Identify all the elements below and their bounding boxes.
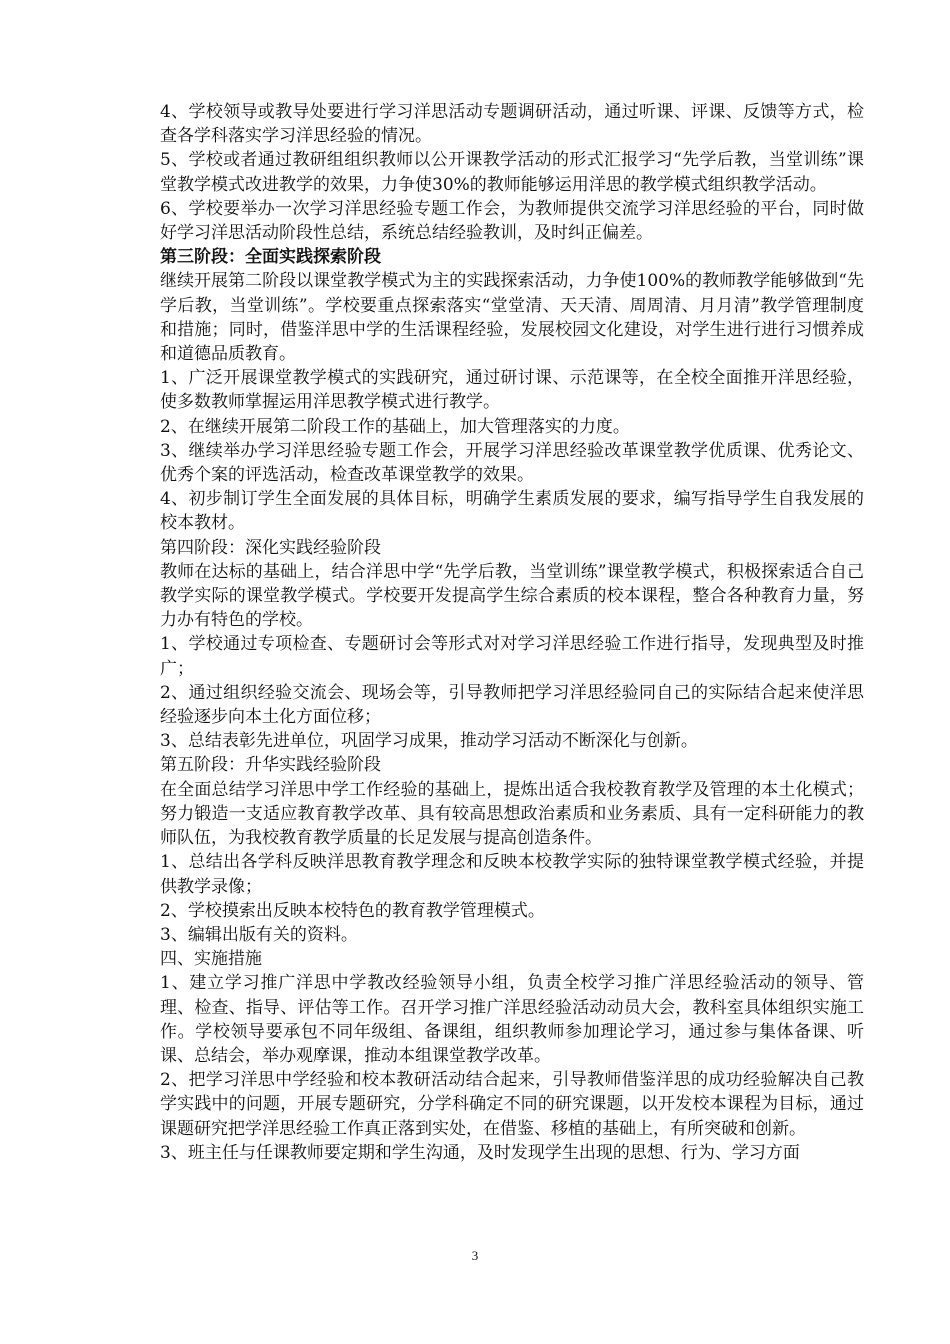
paragraph: 2、学校摸索出反映本校特色的教育教学管理模式。 xyxy=(160,900,545,921)
paragraph: 5、学校或者通过教研组组织教师以公开课教学活动的形式汇报学习“先学后教，当堂训练”课堂教学模式改进教学的效果，力争使30%的教师能够运用洋思的教学模式组织教学活动。 xyxy=(160,150,864,195)
paragraph: 3、总结表彰先进单位，巩固学习成果，推动学习活动不断深化与创新。 xyxy=(160,731,698,752)
paragraph: 在全面总结学习洋思中学工作经验的基础上，提炼出适合我校教育教学及管理的本土化模式；努力锻造一支适应教育教学改革、具有较高思想政治素质和业务素质、具有一定科研能力的教师队伍，为我校教育教学质量的长足发展与提高创造条件。 xyxy=(160,779,864,849)
document-body xyxy=(160,100,864,1165)
paragraph: 2、把学习洋思中学经验和校本教研活动结合起来，引导教师借鉴洋思的成功经验解决自己教学实践中的问题，开展专题研究，分学科确定不同的研究课题，以开发校本课程为目标，通过课题研究把学洋思经验工作真正落到实处，在借鉴、移植的基础上，有所突破和创新。 xyxy=(160,1070,864,1139)
paragraph: 四、实施措施 xyxy=(160,949,262,970)
paragraph: 4、初步制订学生全面发展的具体目标，明确学生素质发展的要求，编写指导学生自我发展的校本教材。 xyxy=(160,489,864,534)
section-heading: 第三阶段：全面实践探索阶段 xyxy=(160,247,381,268)
paragraph: 继续开展第二阶段以课堂教学模式为主的实践探索活动，力争使100%的教师教学能够做到“先学后教，当堂训练”。学校要重点探索落实“堂堂清、天天清、周周清、月月清”教学管理制度和措施；同时，借鉴洋思中学的生活课程经验，发展校园文化建设，对学生进行进行习惯养成和道德品质教育。 xyxy=(160,271,864,365)
paragraph: 第四阶段：深化实践经验阶段 xyxy=(160,537,381,558)
paragraph: 1、广泛开展课堂教学模式的实践研究，通过研讨课、示范课等，在全校全面推开洋思经验，使多数教师掌握运用洋思教学模式进行教学。 xyxy=(160,368,864,413)
paragraph: 2、在继续开展第二阶段工作的基础上，加大管理落实的力度。 xyxy=(160,416,630,437)
paragraph: 1、学校通过专项检查、专题研讨会等形式对对学习洋思经验工作进行指导，发现典型及时推广； xyxy=(160,634,864,679)
paragraph: 3、继续举办学习洋思经验专题工作会，开展学习洋思经验改革课堂教学优质课、优秀论文、优秀个案的评选活动，检查改革课堂教学的效果。 xyxy=(160,440,864,486)
paragraph: 4、学校领导或教导处要进行学习洋思活动专题调研活动，通过听课、评课、反馈等方式，检查各学科落实学习洋思经验的情况。 xyxy=(160,102,864,147)
paragraph: 第五阶段：升华实践经验阶段 xyxy=(160,755,381,776)
paragraph: 3、班主任与任课教师要定期和学生沟通，及时发现学生出现的思想、行为、学习方面 xyxy=(160,1142,800,1163)
paragraph: 2、通过组织经验交流会、现场会等，引导教师把学习洋思经验同自己的实际结合起来使洋思经验逐步向本土化方面位移； xyxy=(160,682,864,728)
paragraph: 3、编辑出版有关的资料。 xyxy=(160,924,358,945)
page-number: 3 xyxy=(471,1248,479,1263)
paragraph: 1、总结出各学科反映洋思教育教学理念和反映本校教学实际的独特课堂教学模式经验，并提供教学录像； xyxy=(160,852,864,897)
paragraph: 教师在达标的基础上，结合洋思中学“先学后教，当堂训练”课堂教学模式，积极探索适合自己教学实际的课堂教学模式。学校要开发提高学生综合素质的校本课程，整合各种教育力量，努力办有特色的学校。 xyxy=(160,561,864,631)
paragraph: 1、建立学习推广洋思中学教改经验领导小组，负责全校学习推广洋思经验活动的领导、管理、检查、指导、评估等工作。召开学习推广洋思经验活动动员大会，教科室具体组织实施工作。学校领导要承包不同年级组、备课组，组织教师参加理论学习，通过参与集体备课、听课、总结会，举办观摩课，推动本组课堂教学改革。 xyxy=(160,973,864,1066)
paragraph: 6、学校要举办一次学习洋思经验专题工作会，为教师提供交流学习洋思经验的平台，同时做好学习洋思活动阶段性总结，系统总结经验教训，及时纠正偏差。 xyxy=(160,198,864,244)
